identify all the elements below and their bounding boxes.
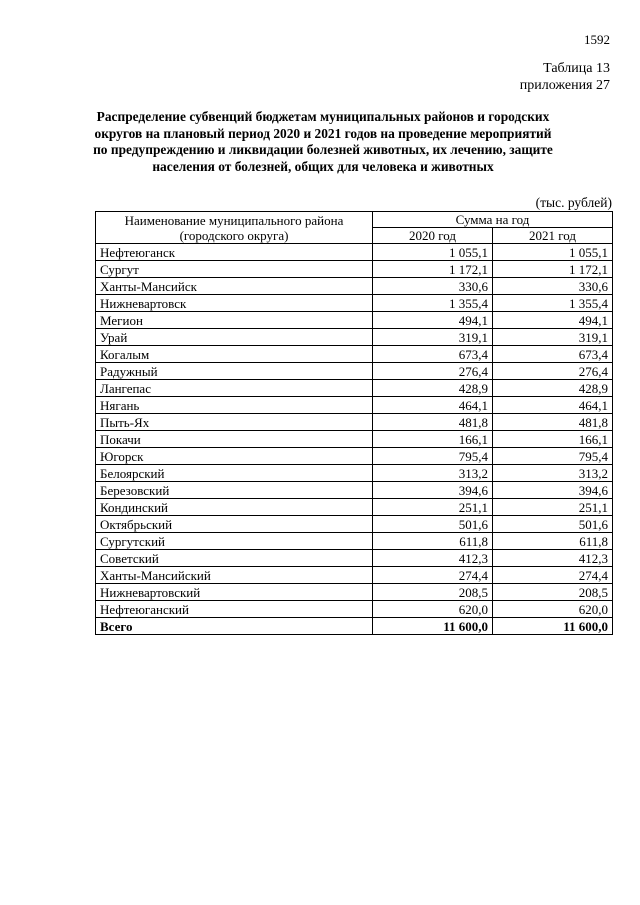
table-row — [96, 431, 613, 448]
row-value-2020: 1 172,1 — [373, 261, 493, 278]
row-value-2021: 208,5 — [493, 584, 613, 601]
table-row — [96, 295, 613, 312]
row-value-2020: 464,1 — [373, 397, 493, 414]
total-label: Всего — [96, 618, 373, 635]
row-value-2021: 276,4 — [493, 363, 613, 380]
header-name-line2: (городского округа) — [179, 227, 289, 243]
row-value-2020: 276,4 — [373, 363, 493, 380]
row-value-2020: 166,1 — [373, 431, 493, 448]
row-value-2021: 412,3 — [493, 550, 613, 567]
table-header-row — [96, 212, 613, 228]
row-value-2020: 274,4 — [373, 567, 493, 584]
row-name: Нягань — [96, 397, 373, 414]
table-row — [96, 346, 613, 363]
table-row — [96, 584, 613, 601]
row-value-2021: 166,1 — [493, 431, 613, 448]
row-name: Белоярский — [96, 465, 373, 482]
table-row — [96, 261, 613, 278]
row-name: Ханты-Мансийский — [96, 567, 373, 584]
row-value-2021: 1 355,4 — [493, 295, 613, 312]
page-number: 1592 — [584, 32, 610, 47]
row-value-2020: 251,1 — [373, 499, 493, 516]
row-value-2020: 412,3 — [373, 550, 493, 567]
row-value-2021: 330,6 — [493, 278, 613, 295]
header-sum-cell: Сумма на год — [373, 212, 613, 228]
row-value-2020: 1 055,1 — [373, 244, 493, 261]
units-label: (тыс. рублей) — [535, 195, 612, 210]
row-value-2021: 319,1 — [493, 329, 613, 346]
row-value-2021: 394,6 — [493, 482, 613, 499]
row-value-2020: 620,0 — [373, 601, 493, 618]
row-value-2021: 611,8 — [493, 533, 613, 550]
header-year-2020: 2020 год — [373, 228, 493, 244]
document-title: Распределение субвенций бюджетам муниципальных районов и городских округов на плановый период 2020 и 2021 годов на проведение мероприятий по предупреждению и ликвидации болезней животных, их лечению, защите населения от болезней, общих для человека и животных — [93, 109, 553, 174]
row-name: Покачи — [96, 431, 373, 448]
row-name: Октябрьский — [96, 516, 373, 533]
row-name: Кондинский — [96, 499, 373, 516]
row-value-2020: 208,5 — [373, 584, 493, 601]
row-value-2020: 501,6 — [373, 516, 493, 533]
row-name: Радужный — [96, 363, 373, 380]
row-value-2020: 319,1 — [373, 329, 493, 346]
row-value-2021: 1 172,1 — [493, 261, 613, 278]
header-year-2021: 2021 год — [493, 228, 613, 244]
row-value-2021: 251,1 — [493, 499, 613, 516]
row-name: Пыть-Ях — [96, 414, 373, 431]
row-value-2021: 428,9 — [493, 380, 613, 397]
row-value-2021: 464,1 — [493, 397, 613, 414]
row-value-2021: 620,0 — [493, 601, 613, 618]
table-row — [96, 380, 613, 397]
table-row — [96, 465, 613, 482]
header-name-line1: Наименование муниципального района — [124, 212, 344, 228]
table-row — [96, 567, 613, 584]
row-name: Сургут — [96, 261, 373, 278]
row-value-2021: 673,4 — [493, 346, 613, 363]
table-row — [96, 550, 613, 567]
table-row — [96, 533, 613, 550]
row-name: Сургутский — [96, 533, 373, 550]
table-row — [96, 601, 613, 618]
row-value-2020: 611,8 — [373, 533, 493, 550]
row-value-2020: 1 355,4 — [373, 295, 493, 312]
row-value-2021: 795,4 — [493, 448, 613, 465]
row-name: Мегион — [96, 312, 373, 329]
table-body — [96, 244, 613, 635]
row-name: Югорск — [96, 448, 373, 465]
table-row — [96, 482, 613, 499]
row-value-2021: 501,6 — [493, 516, 613, 533]
row-name: Нижневартовский — [96, 584, 373, 601]
row-name: Когалым — [96, 346, 373, 363]
table-row — [96, 448, 613, 465]
row-name: Нефтеюганский — [96, 601, 373, 618]
row-value-2021: 481,8 — [493, 414, 613, 431]
row-value-2021: 313,2 — [493, 465, 613, 482]
table-total-row — [96, 618, 613, 635]
row-value-2020: 494,1 — [373, 312, 493, 329]
row-name: Нефтеюганск — [96, 244, 373, 261]
table-row — [96, 329, 613, 346]
subvention-table — [95, 211, 613, 635]
row-name: Лангепас — [96, 380, 373, 397]
table-row — [96, 516, 613, 533]
table-row — [96, 397, 613, 414]
total-2021: 11 600,0 — [493, 618, 613, 635]
total-2020: 11 600,0 — [373, 618, 493, 635]
table-reference-line1: Таблица 13 — [543, 61, 610, 76]
table-row — [96, 363, 613, 380]
row-value-2020: 330,6 — [373, 278, 493, 295]
row-name: Березовский — [96, 482, 373, 499]
row-value-2020: 673,4 — [373, 346, 493, 363]
row-value-2020: 795,4 — [373, 448, 493, 465]
header-name-cell — [96, 212, 373, 244]
row-name: Нижневартовск — [96, 295, 373, 312]
row-value-2021: 1 055,1 — [493, 244, 613, 261]
row-value-2021: 274,4 — [493, 567, 613, 584]
table-reference — [520, 60, 610, 94]
row-value-2020: 313,2 — [373, 465, 493, 482]
row-value-2020: 481,8 — [373, 414, 493, 431]
table-row — [96, 244, 613, 261]
table-row — [96, 414, 613, 431]
table-reference-line2: приложения 27 — [519, 78, 610, 93]
row-value-2020: 394,6 — [373, 482, 493, 499]
row-value-2020: 428,9 — [373, 380, 493, 397]
table-row — [96, 278, 613, 295]
row-name: Ханты-Мансийск — [96, 278, 373, 295]
row-name: Советский — [96, 550, 373, 567]
table-row — [96, 499, 613, 516]
row-name: Урай — [96, 329, 373, 346]
table-row — [96, 312, 613, 329]
row-value-2021: 494,1 — [493, 312, 613, 329]
